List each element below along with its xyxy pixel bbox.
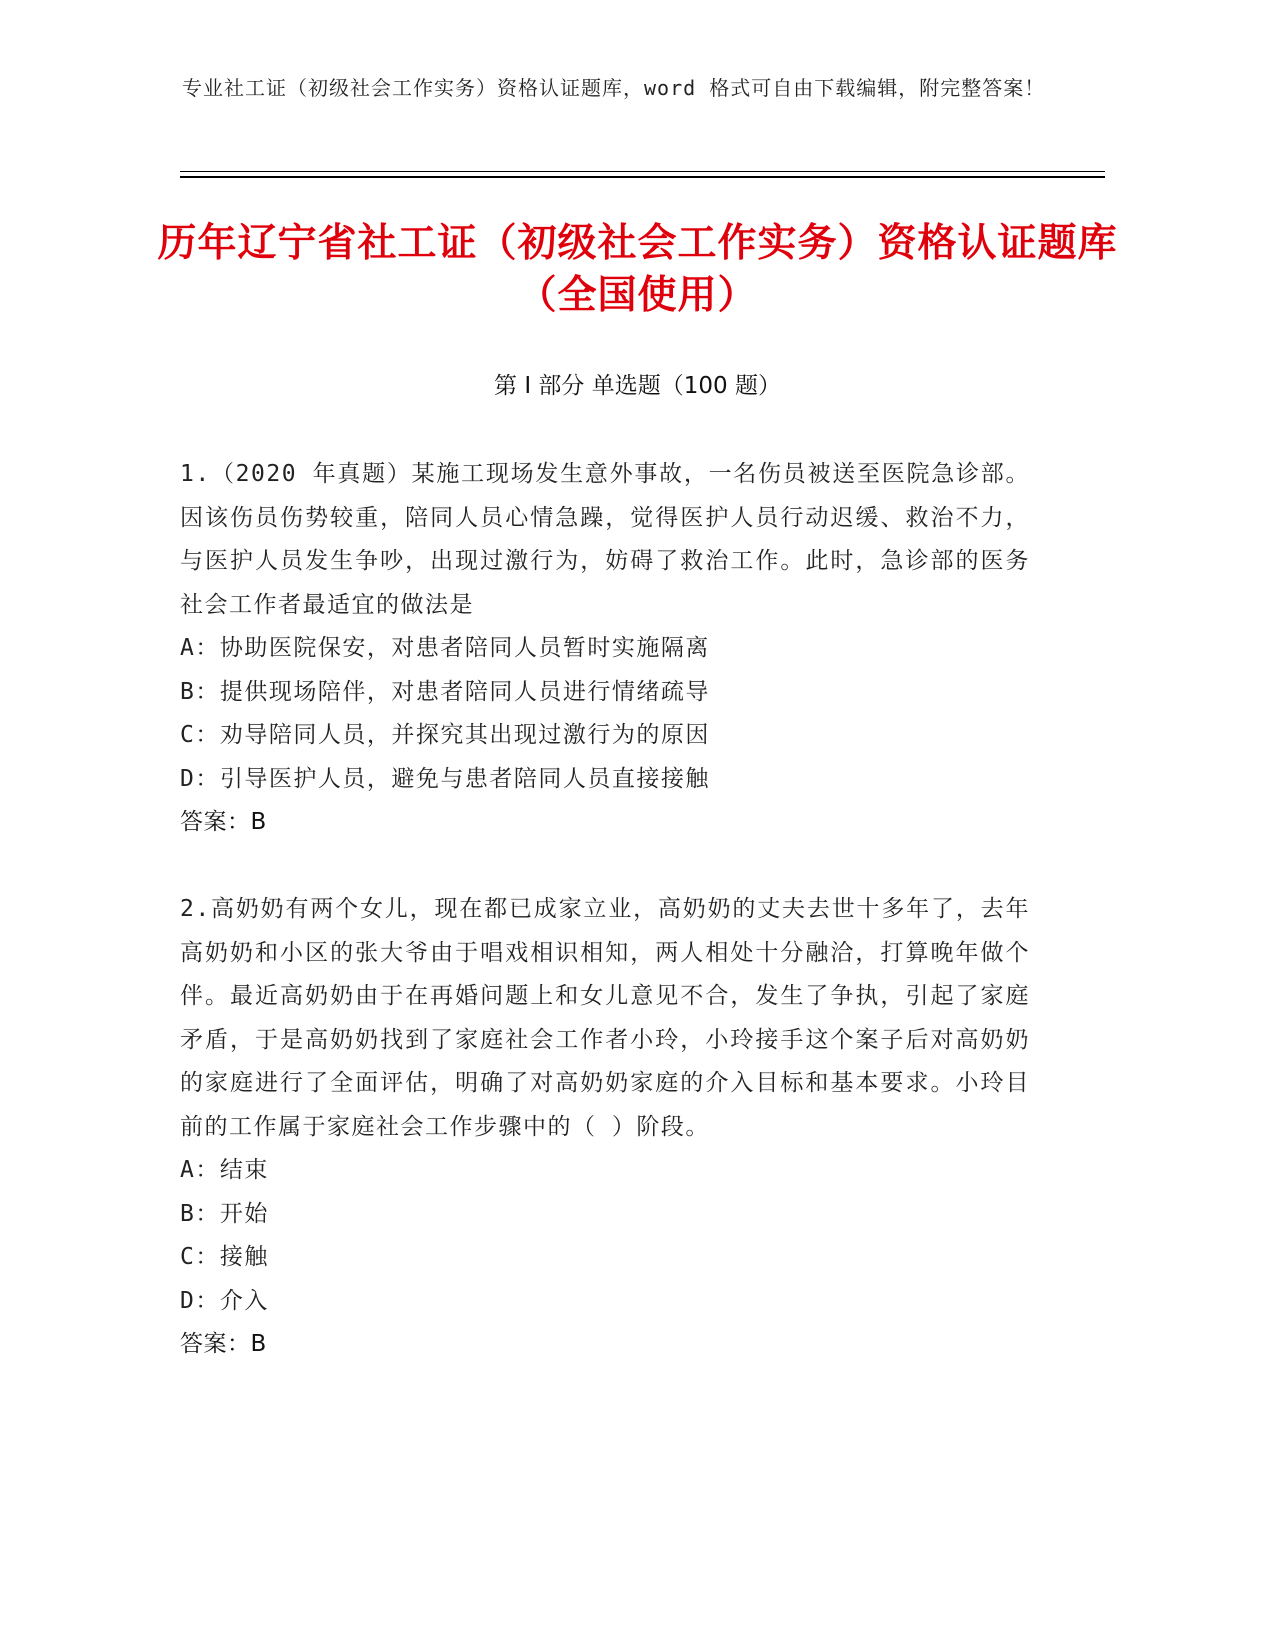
header-note: 专业社工证（初级社会工作实务）资格认证题库，word 格式可自由下载编辑，附完整答案！ xyxy=(182,76,1046,100)
option-a: A：协助医院保安，对患者陪同人员暂时实施隔离 xyxy=(180,635,710,661)
answer-line: 答案：B xyxy=(180,1331,267,1357)
question-block-1 xyxy=(180,453,1030,845)
option-b: B：开始 xyxy=(180,1200,269,1227)
option-b: B：提供现场陪伴，对患者陪同人员进行情绪疏导 xyxy=(180,678,710,705)
question-block-2 xyxy=(180,888,1030,1367)
answer-line: 答案：B xyxy=(180,809,267,835)
question-stem: 1.（2020 年真题）某施工现场发生意外事故，一名伤员被送至医院急诊部。因该伤员伤势较重，陪同人员心情急躁，觉得医护人员行动迟缓、救治不力，与医护人员发生争吵，出现过激行为，妨碍了救治工作。此时，急诊部的医务社会工作者最适宜的做法是 xyxy=(180,461,1030,618)
option-d: D：介入 xyxy=(180,1287,269,1314)
section-heading: 第 I 部分 单选题（100 题） xyxy=(494,373,781,399)
header-divider-thin xyxy=(180,171,1105,172)
option-c: C：劝导陪同人员，并探究其出现过激行为的原因 xyxy=(180,722,710,748)
option-a: A：结束 xyxy=(180,1157,269,1183)
question-stem: 2.高奶奶有两个女儿，现在都已成家立业，高奶奶的丈夫去世十多年了，去年高奶奶和小区的张大爷由于唱戏相识相知，两人相处十分融洽，打算晚年做个伴。最近高奶奶由于在再婚问题上和女儿意见不合，发生了争执，引起了家庭矛盾，于是高奶奶找到了家庭社会工作者小玲，小玲接手这个案子后对高奶奶的家庭进行了全面评估，明确了对高奶奶家庭的介入目标和基本要求。小玲目前的工作属于家庭社会工作步骤中的（ ）阶段。 xyxy=(180,896,1030,1140)
header-divider-thick xyxy=(180,176,1105,178)
option-d: D：引导医护人员，避免与患者陪同人员直接接触 xyxy=(180,765,710,792)
option-c: C：接触 xyxy=(180,1244,269,1270)
document-title: 历年辽宁省社工证（初级社会工作实务）资格认证题库（全国使用） xyxy=(157,221,1118,318)
